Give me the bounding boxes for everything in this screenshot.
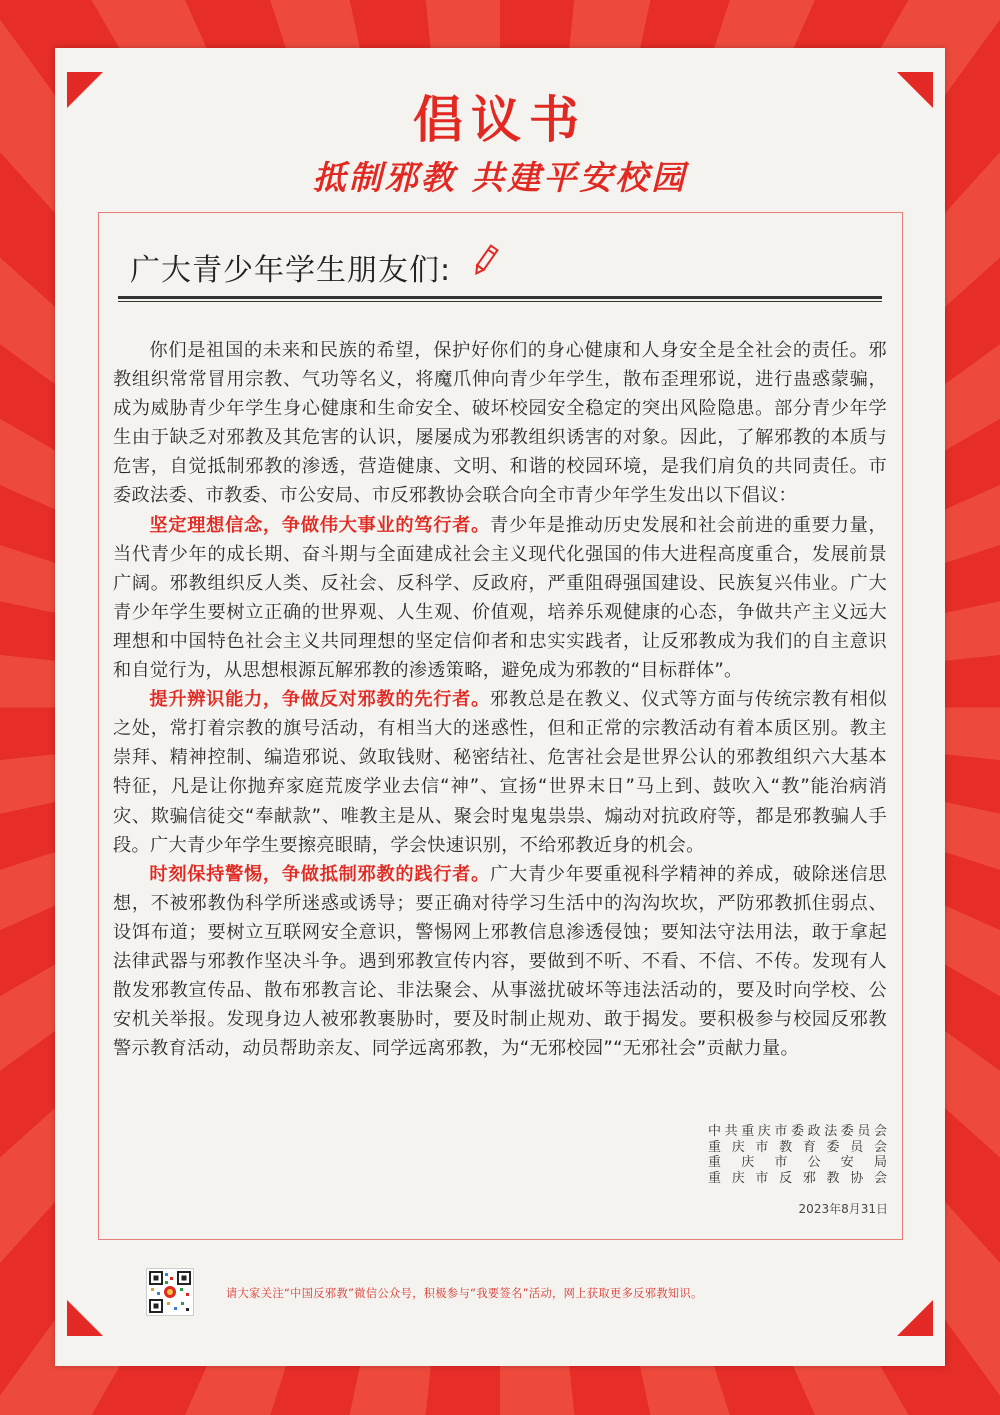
page-title: 倡议书	[413, 91, 587, 149]
footer-notice: 请大家关注“中国反邪教”微信公众号，积极参与“我要签名”活动，网上获取更多反邪教知识。	[226, 1287, 703, 1300]
signer-2: 重庆市教育委员会	[708, 1139, 888, 1155]
paragraph-1: 你们是祖国的未来和民族的希望，保护好你们的身心健康和人身安全是全社会的责任。邪教组织常常冒用宗教、气功等名义，将魔爪伸向青少年学生，散布歪理邪说，进行蛊惑蒙骗，成为威胁青少年学生身心健康和生命安全、破坏校园安全稳定的突出风险隐患。部分青少年学生由于缺乏对邪教及其危害的认识，屡屡成为邪教组织诱害的对象。因此，了解邪教的本质与危害，自觉抵制邪教的渗透，营造健康、文明、和谐的校园环境，是我们肩负的共同责任。市委政法委、市教委、市公安局、市反邪教协会联合向全市青少年学生发出以下倡议：	[113, 340, 887, 507]
greeting-rule-thick	[118, 296, 882, 299]
letter-body	[113, 336, 887, 1063]
paragraph-2: 坚定理想信念，争做伟大事业的笃行者。青少年是推动历史发展和社会前进的重要力量，当代青少年的成长期、奋斗期与全面建成社会主义现代化强国的伟大进程高度重合，发展前景广阔。邪教组织反人类、反社会、反科学、反政府，严重阻碍强国建设、民族复兴伟业。广大青少年学生要树立正确的世界观、人生观、价值观，培养乐观健康的心态，争做共产主义远大理想和中国特色社会主义共同理想的坚定信仰者和忠实实践者，让反邪教成为我们的自主意识和自觉行为，从思想根源瓦解邪教的渗透策略，避免成为邪教的“目标群体”。	[113, 514, 887, 682]
paragraph-4-lead: 时刻保持警惕，争做抵制邪教的践行者。	[149, 863, 491, 885]
signer-3: 重庆市公安局	[708, 1155, 888, 1170]
signer-1: 中共重庆市委政法委员会	[708, 1124, 888, 1139]
paragraph-3: 提升辨识能力，争做反对邪教的先行者。邪教总是在教义、仪式等方面与传统宗教有相似之处，常打着宗教的旗号活动，有相当大的迷惑性，但和正常的宗教活动有着本质区别。教主崇拜、精神控制、编造邪说、敛取钱财、秘密结社、危害社会是世界公认的邪教组织六大基本特征，凡是让你抛弃家庭荒废学业去信“神”、宣扬“世界末日”马上到、鼓吹入“教”能治病消灾、欺骗信徒交“奉献款”、唯教主是从、聚会时鬼鬼祟祟、煽动对抗政府等，都是邪教骗人手段。广大青少年学生要擦亮眼睛，学会快速识别，不给邪教近身的机会。	[113, 689, 887, 856]
corner-triangle-bottom-left	[67, 1300, 103, 1336]
signers	[708, 1124, 888, 1186]
greeting: 广大青少年学生朋友们:	[130, 253, 452, 288]
signer-4: 重庆市反邪教协会	[708, 1170, 888, 1186]
paragraph-4: 时刻保持警惕，争做抵制邪教的践行者。广大青少年要重视科学精神的养成，破除迷信思想，不被邪教伪科学所迷惑或诱导；要正确对待学习生活中的沟沟坎坎，严防邪教抓住弱点、设饵布道；要树立互联网安全意识，警惕网上邪教信息渗透侵蚀；要知法守法用法，敢于拿起法律武器与邪教作坚决斗争。遇到邪教宣传内容，要做到不听、不看、不信、不传。发现有人散发邪教宣传品、散布邪教言论、非法聚会、从事滋扰破坏等违法活动的，要及时向学校、公安机关举报。发现身边人被邪教裹胁时，要及时制止规劝、敢于揭发。要积极参与校园反邪教警示教育活动，动员帮助亲友、同学远离邪教，为“无邪校园”“无邪社会”贡献力量。	[113, 863, 887, 1060]
paragraph-3-lead: 提升辨识能力，争做反对邪教的先行者。	[149, 689, 491, 711]
pencil-icon	[470, 243, 500, 279]
paragraph-2-lead: 坚定理想信念，争做伟大事业的笃行者。	[149, 514, 491, 536]
qr-code-icon	[146, 1268, 194, 1316]
letter-date: 2023年8月31日	[798, 1202, 888, 1216]
page-subtitle: 抵制邪教 共建平安校园	[312, 158, 688, 197]
greeting-rule-thin	[118, 301, 882, 302]
corner-triangle-bottom-right	[897, 1300, 933, 1336]
